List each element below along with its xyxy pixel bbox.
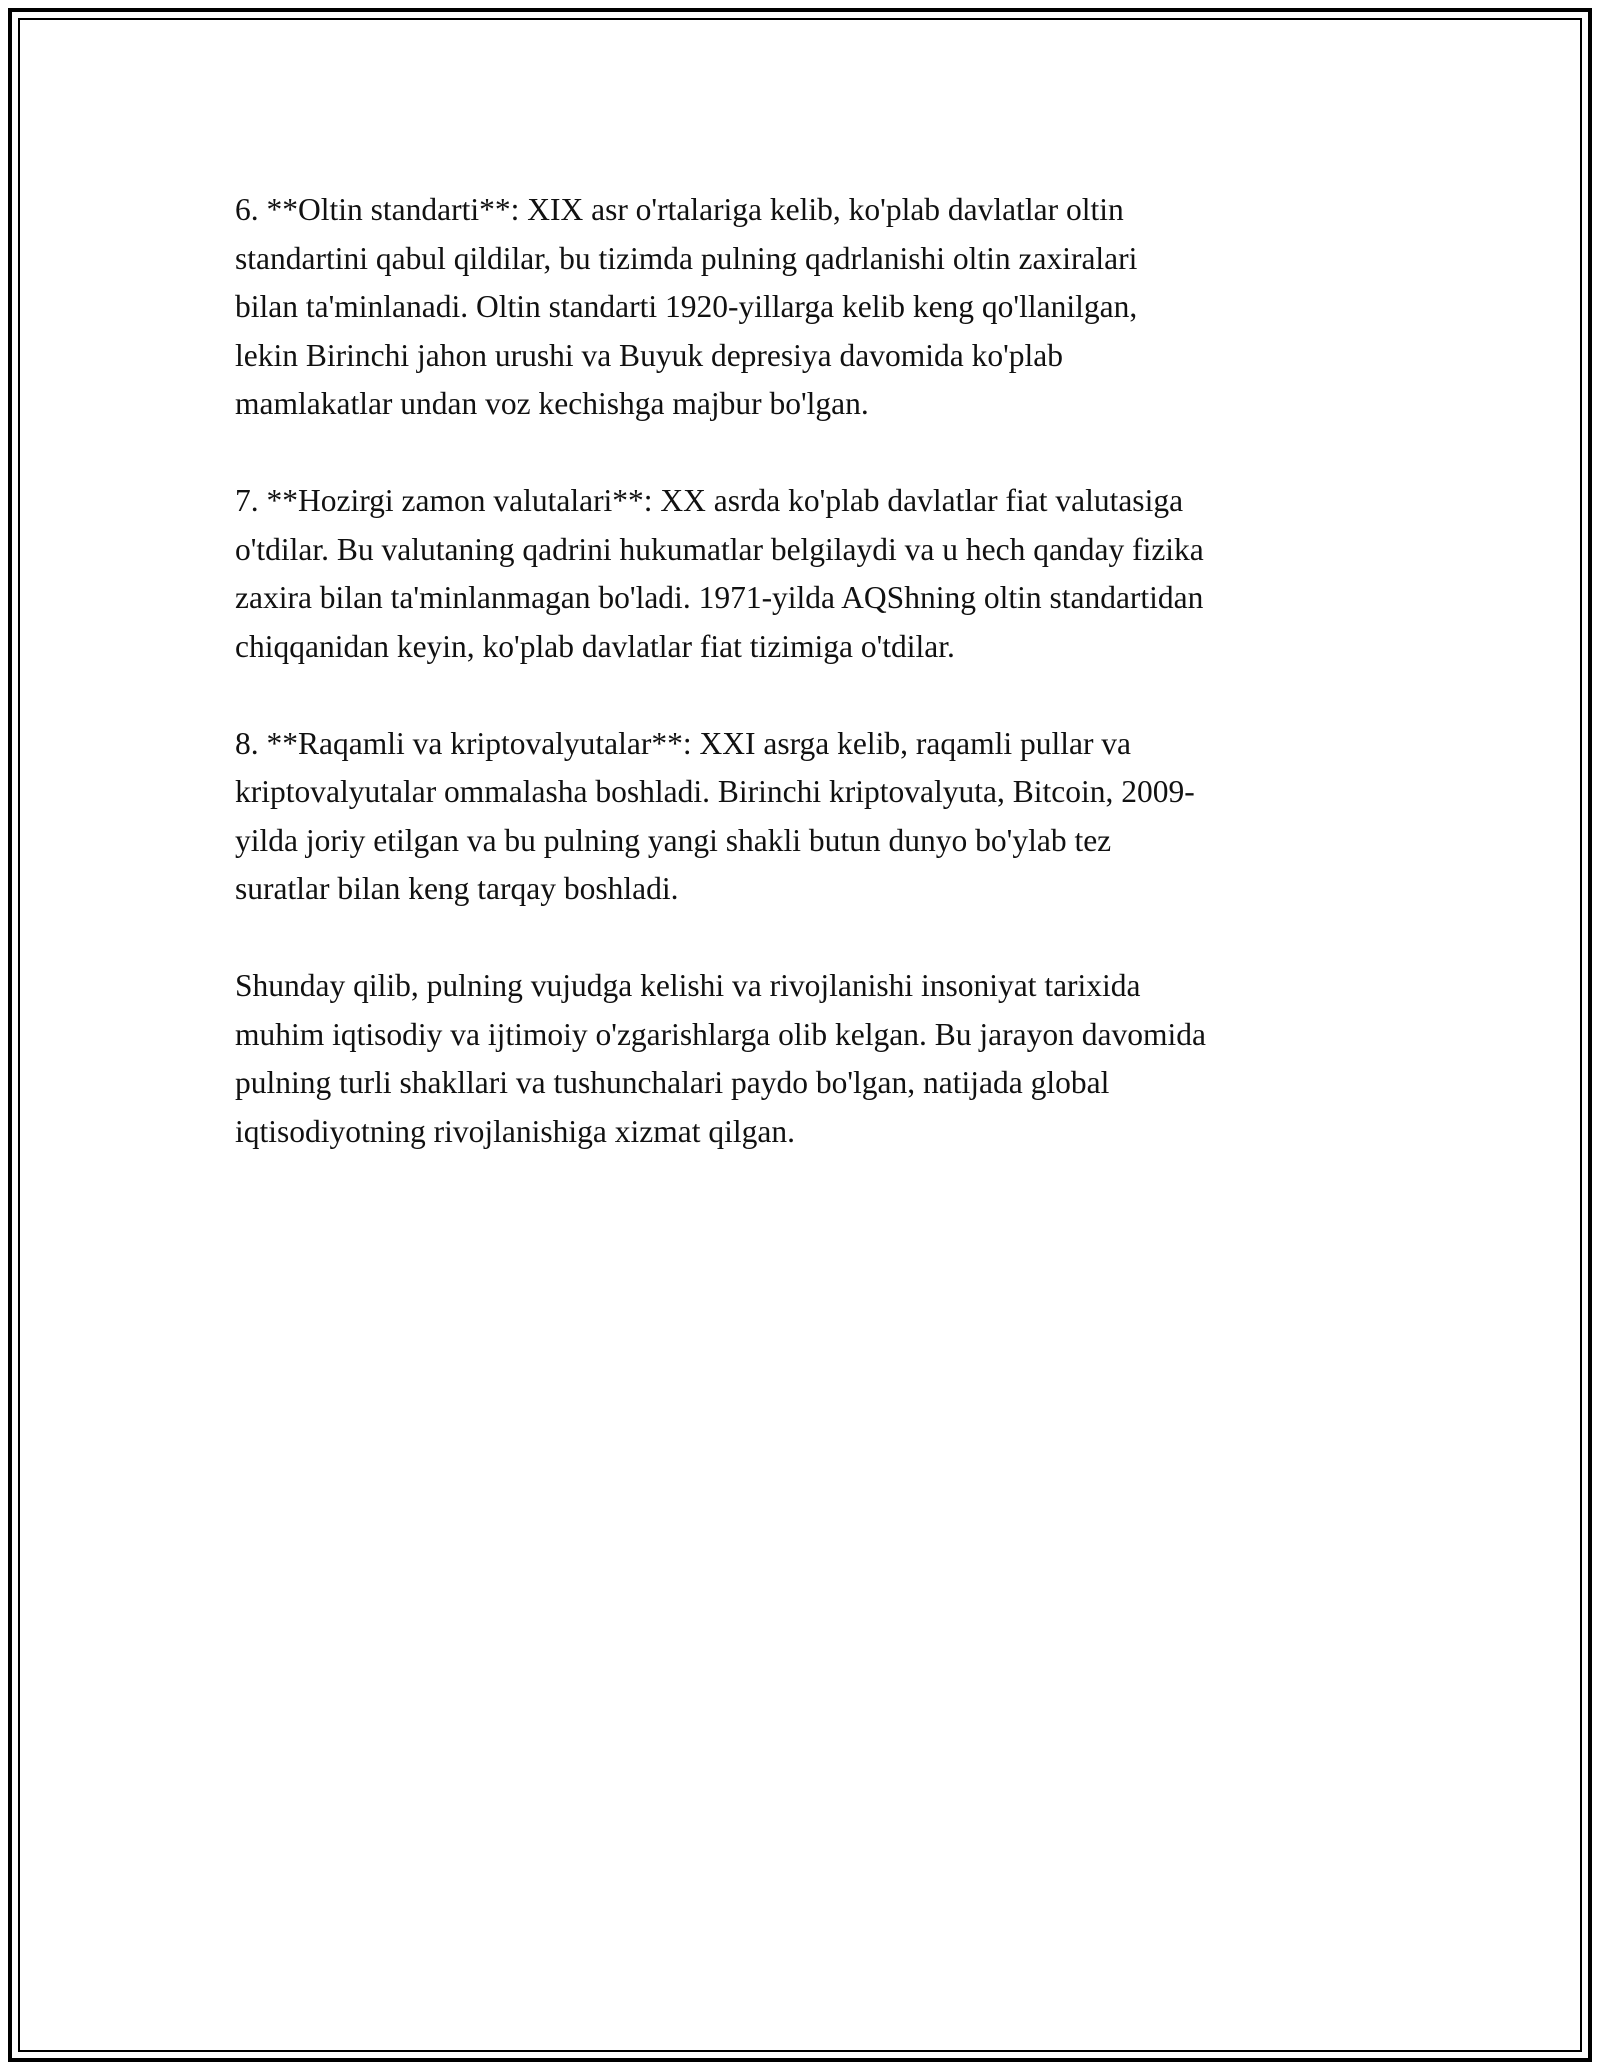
paragraph-modern-currencies: 7. **Hozirgi zamon valutalari**: XX asrda ko'plab davlatlar fiat valutasiga o'tdilar. Bu valutaning qadrini hukumatlar belgilaydi va u hech qanday fizika zaxira bilan ta'minlanmagan bo'ladi. 1971-yilda AQShning oltin standartidan chiqqanidan keyin, ko'plab davlatlar fiat tizimiga o'tdilar. <box>235 483 1204 664</box>
paragraph-conclusion: Shunday qilib, pulning vujudga kelishi va rivojlanishi insoniyat tarixida muhim iqtisodiy va ijtimoiy o'zgarishlarga olib kelgan. Bu jarayon davomida pulning turli shakllari va tushunchalari paydo bo'lgan, natijada global iqtisodiyotning rivojlanishiga xizmat qilgan. <box>235 968 1206 1149</box>
document-body <box>235 186 1385 1205</box>
paragraph-gold-standard: 6. **Oltin standarti**: XIX asr o'rtalariga kelib, ko'plab davlatlar oltin standartini qabul qildilar, bu tizimda pulning qadrlanishi oltin zaxiralari bilan ta'minlanadi. Oltin standarti 1920-yillarga kelib keng qo'llanilgan, lekin Birinchi jahon urushi va Buyuk depresiya davomida ko'plab mamlakatlar undan voz kechishga majbur bo'lgan. <box>235 192 1138 421</box>
paragraph-digital-crypto: 8. **Raqamli va kriptovalyutalar**: XXI asrga kelib, raqamli pullar va kriptovalyutalar ommalasha boshladi. Birinchi kriptovalyuta, Bitcoin, 2009- yilda joriy etilgan va bu pulning yangi shakli butun dunyo bo'ylab tez suratlar bilan keng tarqay boshladi. <box>235 725 1195 906</box>
